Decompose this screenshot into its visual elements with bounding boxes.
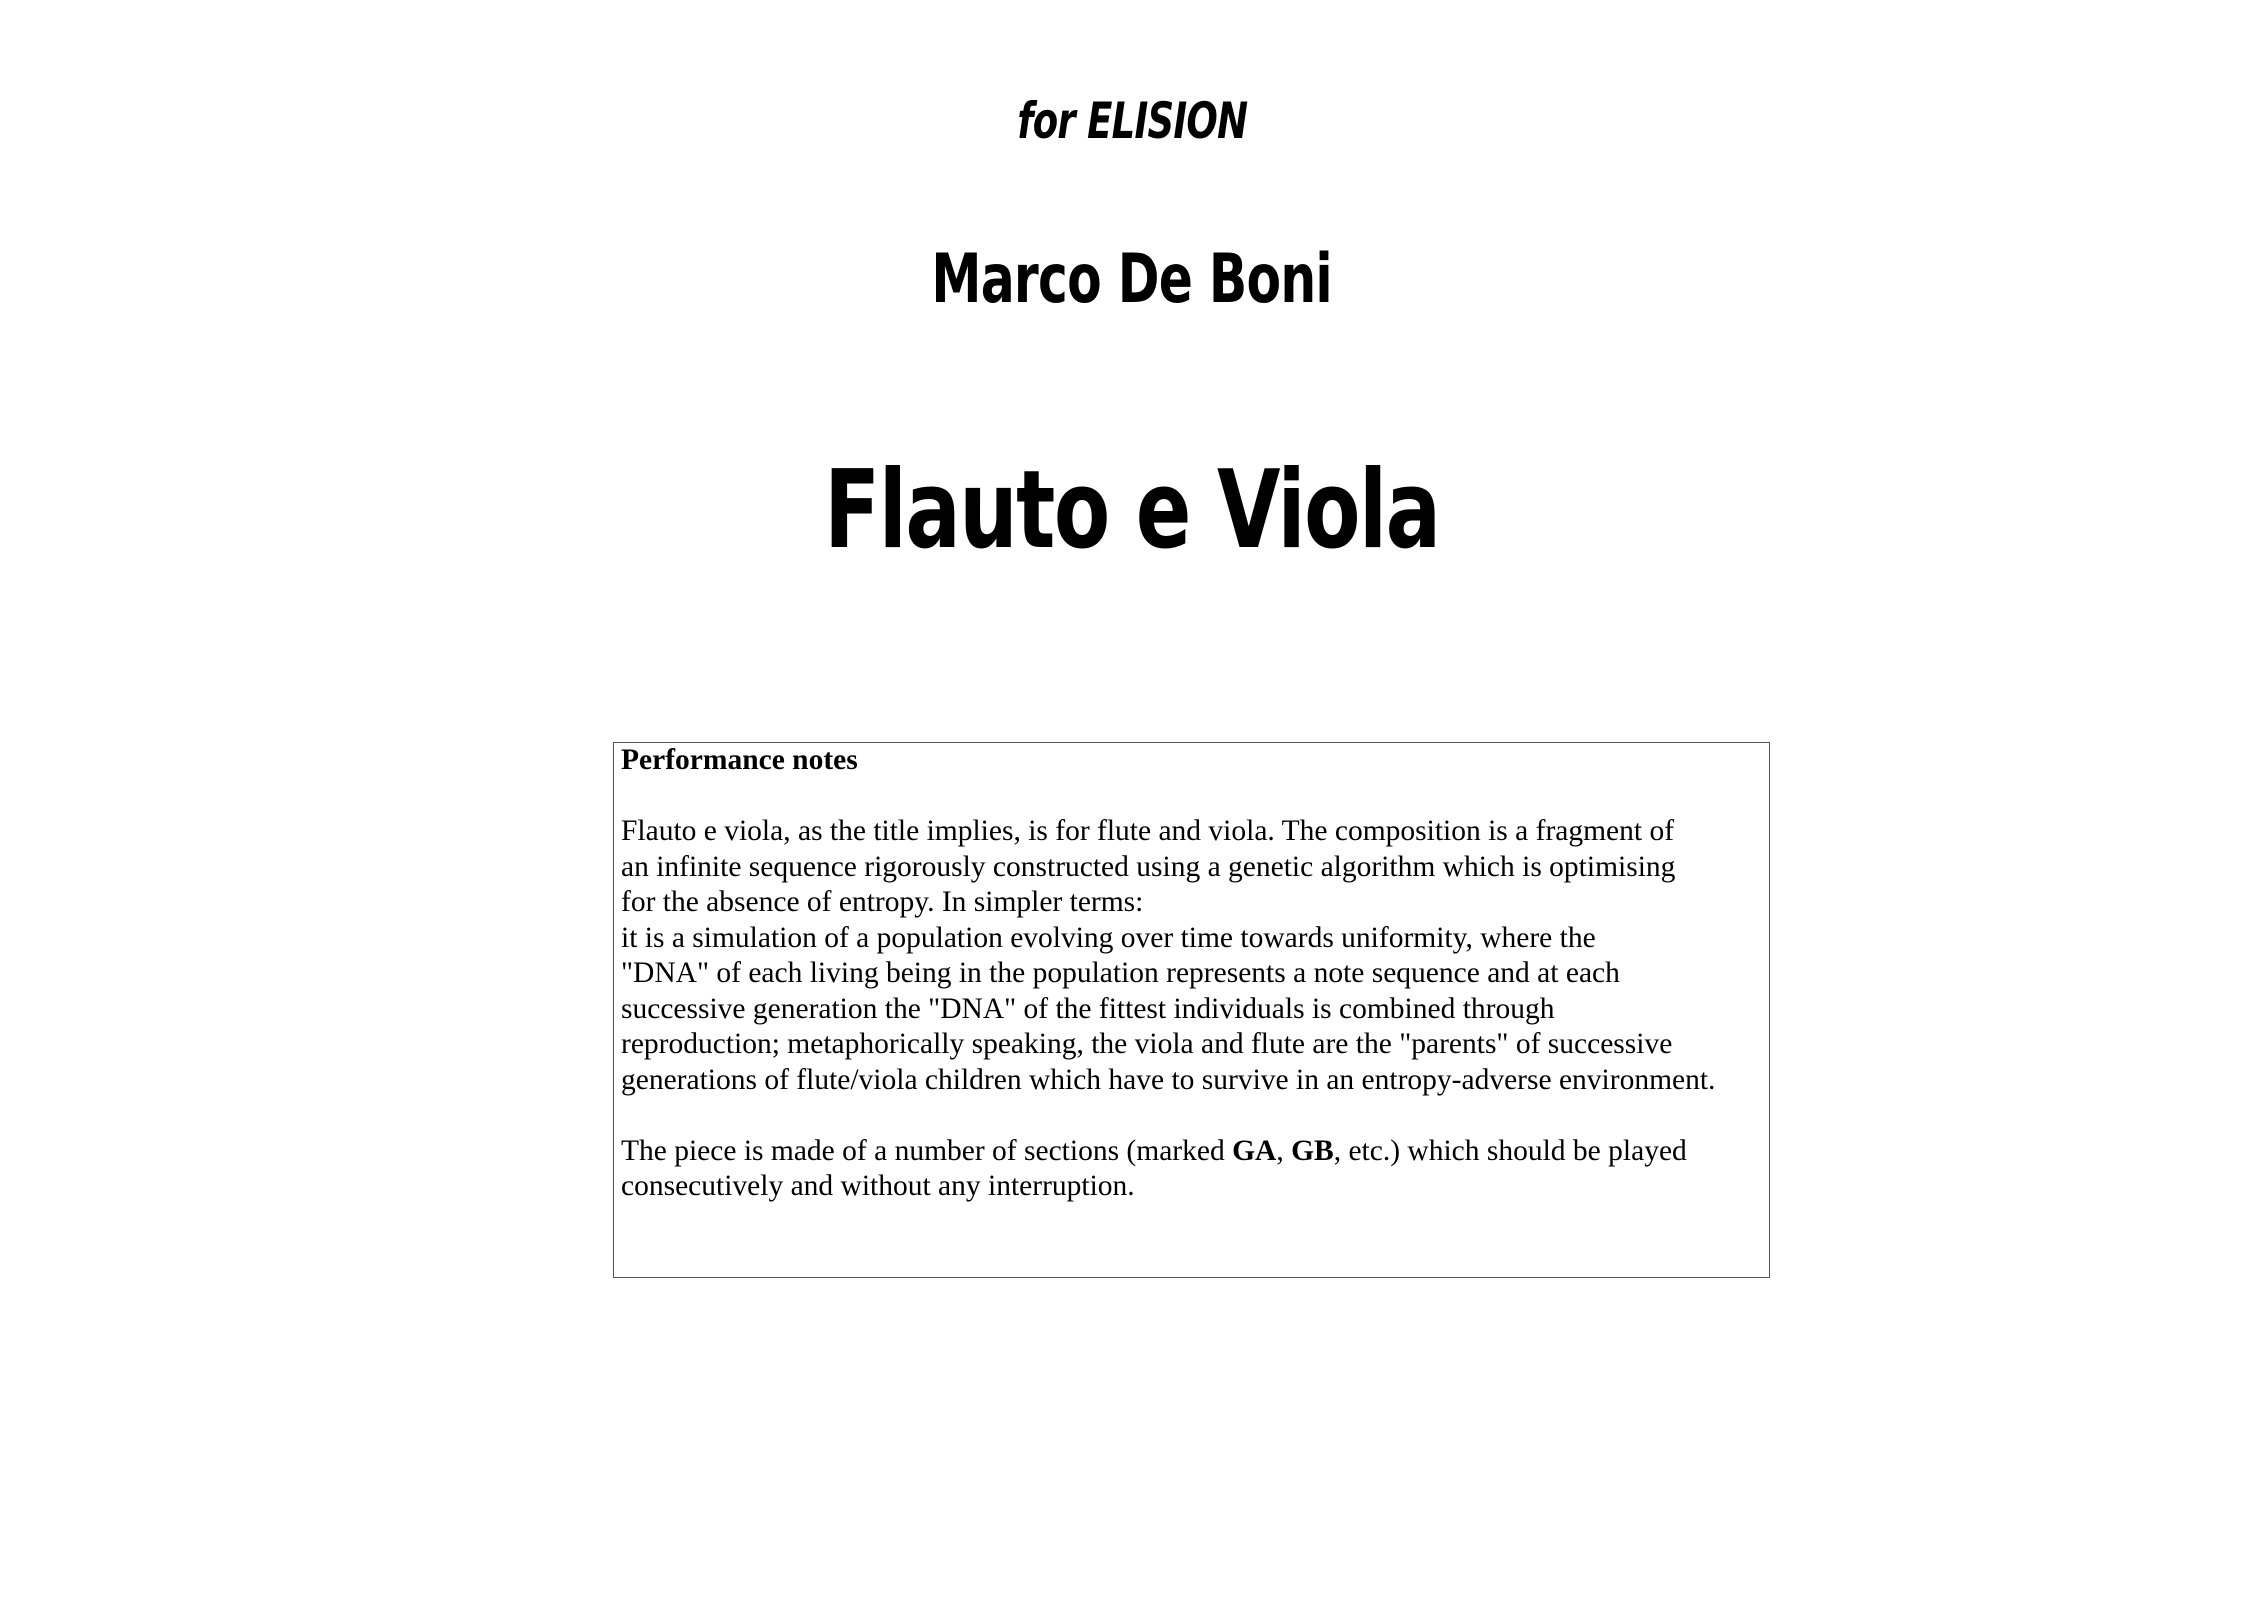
- paragraph-line: generations of flute/viola children which have to survive in an entropy-adverse environment.: [621, 1063, 1716, 1096]
- paragraph-line: "DNA" of each living being in the population represents a note sequence and at each: [621, 957, 1620, 989]
- performance-notes-heading: Performance notes: [621, 744, 858, 776]
- paragraph-line: it is a simulation of a population evolving over time towards uniformity, where the: [621, 921, 1596, 954]
- paragraph-line: consecutively and without any interruption.: [621, 1170, 1135, 1202]
- paragraph-text: The piece is made of a number of sections (marked: [621, 1134, 1233, 1167]
- piece-title: Flauto e Viola: [824, 448, 1440, 573]
- dedication-text: for ELISION: [1017, 92, 1247, 150]
- paragraph-line: [621, 1134, 1769, 1170]
- spacer: [621, 1098, 1769, 1134]
- performance-notes-paragraph-2: [621, 1134, 1769, 1205]
- section-marker-gb: GB: [1291, 1134, 1334, 1167]
- dedication-line: [0, 92, 2264, 150]
- section-marker-ga: GA: [1232, 1134, 1277, 1167]
- composer-name: Marco De Boni: [931, 240, 1333, 319]
- paragraph-line: for the absence of entropy. In simpler terms:: [621, 886, 1144, 918]
- paragraph-text: ,: [1276, 1134, 1292, 1167]
- composer-line: [0, 240, 2264, 319]
- performance-notes-box: [613, 742, 1770, 1278]
- paragraph-text: , etc.) which should be played: [1333, 1134, 1687, 1167]
- title-line: [0, 448, 2264, 573]
- spacer: [621, 779, 1769, 815]
- performance-notes-paragraph-1: [621, 814, 1769, 1098]
- paragraph-line: reproduction; metaphorically speaking, the viola and flute are the "parents" of successive: [621, 1028, 1673, 1060]
- paragraph-line: Flauto e viola, as the title implies, is for flute and viola. The composition is a fragment of: [621, 815, 1675, 847]
- paragraph-line: an infinite sequence rigorously constructed using a genetic algorithm which is optimising: [621, 850, 1676, 883]
- paragraph-line: successive generation the "DNA" of the fittest individuals is combined through: [621, 992, 1555, 1025]
